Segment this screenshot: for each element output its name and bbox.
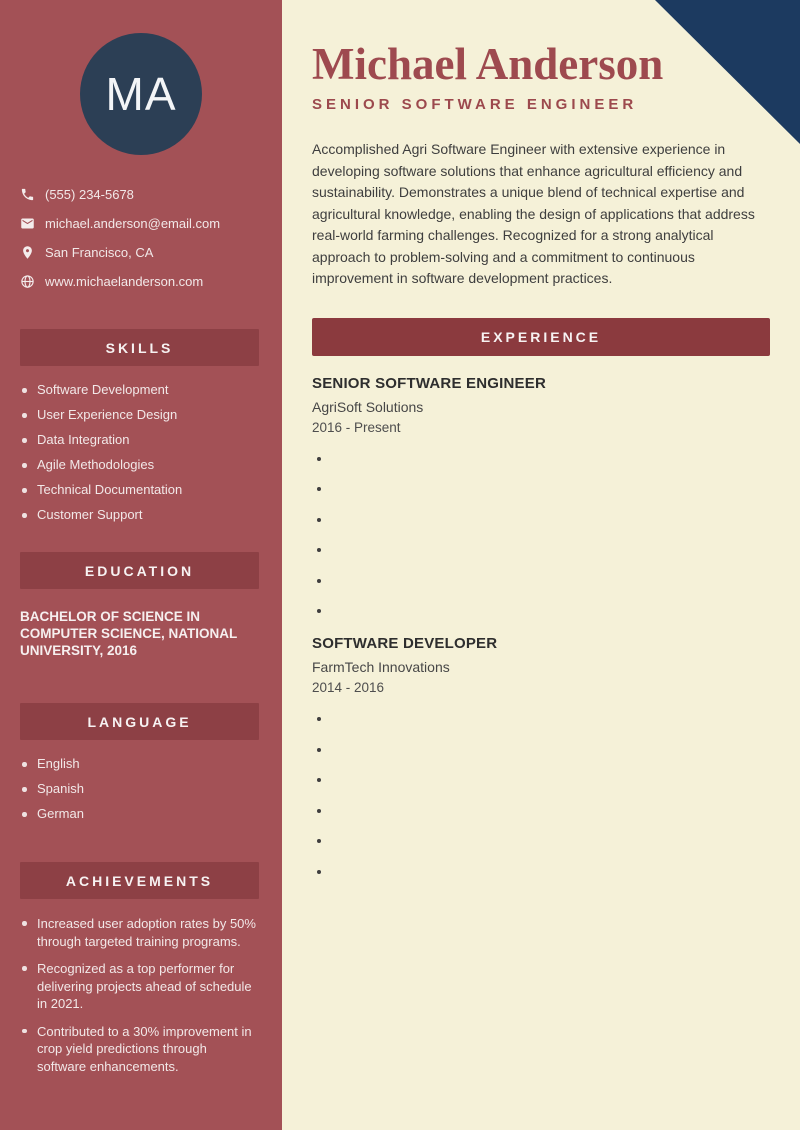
skill-item: Customer Support — [22, 507, 258, 523]
contact-section — [0, 180, 282, 296]
contact-row-email — [20, 209, 282, 238]
education-degree: BACHELOR OF SCIENCE IN COMPUTER SCIENCE, NATIONAL UNIVERSITY, 2016 — [20, 609, 238, 658]
skill-item: Agile Methodologies — [22, 457, 258, 473]
skill-item: User Experience Design — [22, 407, 258, 423]
location-icon — [20, 245, 35, 260]
candidate-name: Michael Anderson — [312, 39, 664, 89]
job-bullet-list — [312, 708, 770, 882]
skill-item: Technical Documentation — [22, 482, 258, 498]
website-url: www.michaelanderson.com — [45, 274, 204, 289]
website-icon — [20, 274, 35, 289]
language-section-header: LANGUAGE — [20, 703, 259, 740]
achievement-item: Increased user adoption rates by 50% through targeted training programs. — [22, 915, 258, 950]
contact-row-phone — [20, 180, 282, 209]
phone-number: (555) 234-5678 — [45, 187, 134, 202]
skills-list — [22, 382, 258, 523]
job-bullet — [332, 509, 770, 530]
job-bullet — [332, 769, 770, 790]
job-dates: 2014 - 2016 — [312, 680, 385, 695]
language-item: English — [22, 756, 258, 772]
phone-icon — [20, 187, 35, 202]
job-title: SOFTWARE DEVELOPER — [312, 635, 498, 652]
job-bullet — [332, 478, 770, 499]
profile-summary: Accomplished Agri Software Engineer with extensive experience in developing software solutions that enhance agricultural efficiency and sustainability. Demonstrates a unique blend of technical expertise and agricultural knowledge, enabling the design of applications that address real-world farming challenges. Recognized for a strong analytical approach to problem-solving and a commitment to continuous improvement in software development practices. — [312, 141, 755, 286]
email-address: michael.anderson@email.com — [45, 216, 221, 231]
achievement-item: Recognized as a top performer for delivering projects ahead of schedule in 2021. — [22, 960, 258, 1013]
achievement-item: Contributed to a 30% improvement in crop yield predictions through software enhancements. — [22, 1023, 258, 1076]
experience-section-header: EXPERIENCE — [312, 318, 770, 356]
experience-jobs — [312, 375, 770, 882]
job-bullet — [332, 539, 770, 560]
education-section-header: EDUCATION — [20, 552, 259, 589]
job-bullet — [332, 830, 770, 851]
contact-row-website — [20, 267, 282, 296]
job-bullet — [332, 448, 770, 469]
job-bullet-list — [312, 448, 770, 622]
location-text: San Francisco, CA — [45, 245, 154, 260]
achievements-section-header: ACHIEVEMENTS — [20, 862, 259, 899]
job-company: FarmTech Innovations — [312, 659, 450, 675]
skill-item: Software Development — [22, 382, 258, 398]
job-bullet — [332, 600, 770, 621]
job-bullet — [332, 800, 770, 821]
job-bullet — [332, 570, 770, 591]
job-entry — [312, 375, 770, 622]
job-entry — [312, 635, 770, 882]
language-item: Spanish — [22, 781, 258, 797]
avatar — [80, 33, 202, 155]
job-company: AgriSoft Solutions — [312, 398, 424, 415]
avatar-initials: MA — [105, 68, 177, 120]
email-icon — [20, 216, 35, 231]
job-bullet — [332, 739, 770, 760]
skills-section-header: SKILLS — [20, 329, 259, 366]
job-bullet — [332, 861, 770, 882]
job-title: SENIOR SOFTWARE ENGINEER — [312, 374, 546, 392]
candidate-title: SENIOR SOFTWARE ENGINEER — [312, 96, 638, 113]
achievements-list — [22, 915, 258, 1075]
language-item: German — [22, 806, 258, 822]
contact-row-location — [20, 238, 282, 267]
job-bullet — [332, 708, 770, 729]
sidebar — [0, 0, 282, 1130]
main-column — [282, 0, 800, 1130]
job-dates: 2016 - Present — [312, 419, 401, 435]
skill-item: Data Integration — [22, 432, 258, 448]
language-list — [22, 756, 258, 822]
